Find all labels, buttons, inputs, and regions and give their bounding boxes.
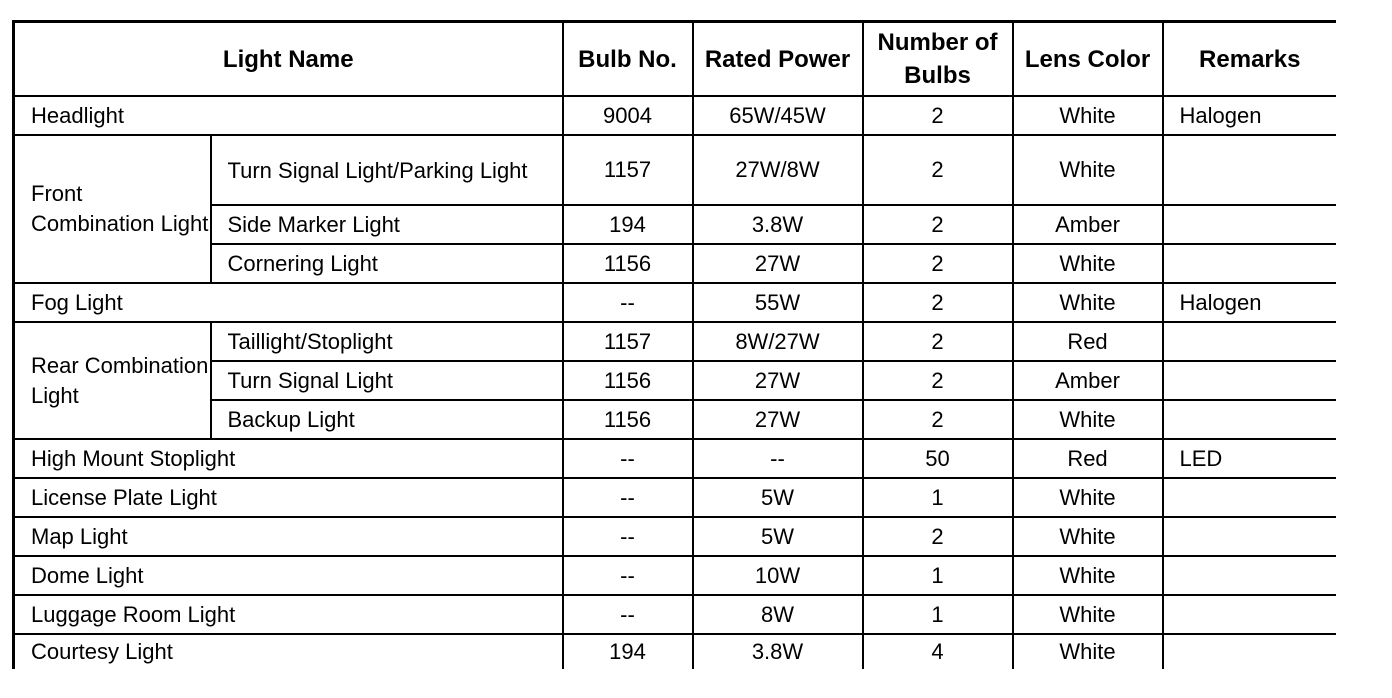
rated-power-cell: 10W — [693, 556, 863, 595]
rated-power-cell: 8W/27W — [693, 322, 863, 361]
light-name-cell: Backup Light — [211, 400, 563, 439]
number-of-bulbs-cell: 2 — [863, 283, 1013, 322]
header-number-of-bulbs: Number of Bulbs — [863, 22, 1013, 97]
rated-power-cell: -- — [693, 439, 863, 478]
rated-power-cell: 27W — [693, 361, 863, 400]
table-row — [14, 96, 1337, 135]
rated-power-cell: 3.8W — [693, 634, 863, 669]
remarks-cell — [1163, 595, 1337, 634]
rated-power-cell: 27W — [693, 400, 863, 439]
lens-color-cell: White — [1013, 478, 1163, 517]
number-of-bulbs-cell: 2 — [863, 517, 1013, 556]
number-of-bulbs-cell: 1 — [863, 595, 1013, 634]
header-bulb-no: Bulb No. — [563, 22, 693, 97]
remarks-cell: Halogen — [1163, 283, 1337, 322]
bulb-no-cell: 194 — [563, 205, 693, 244]
number-of-bulbs-cell: 50 — [863, 439, 1013, 478]
rated-power-cell: 5W — [693, 478, 863, 517]
lens-color-cell: White — [1013, 517, 1163, 556]
lens-color-cell: White — [1013, 595, 1163, 634]
lens-color-cell: White — [1013, 634, 1163, 669]
bulb-no-cell: 9004 — [563, 96, 693, 135]
bulb-no-cell: -- — [563, 439, 693, 478]
header-remarks: Remarks — [1163, 22, 1337, 97]
lens-color-cell: Red — [1013, 322, 1163, 361]
table-row — [14, 595, 1337, 634]
remarks-cell: Halogen — [1163, 96, 1337, 135]
bulb-no-cell: -- — [563, 517, 693, 556]
number-of-bulbs-cell: 2 — [863, 135, 1013, 205]
number-of-bulbs-cell: 2 — [863, 361, 1013, 400]
rated-power-cell: 55W — [693, 283, 863, 322]
bulb-no-cell: 1156 — [563, 400, 693, 439]
table-row — [14, 322, 1337, 361]
table-row — [14, 205, 1337, 244]
bulb-no-cell: 1157 — [563, 135, 693, 205]
header-lens-color: Lens Color — [1013, 22, 1163, 97]
remarks-cell — [1163, 634, 1337, 669]
remarks-cell — [1163, 135, 1337, 205]
table-row — [14, 135, 1337, 205]
table-row — [14, 244, 1337, 283]
light-name-cell: Fog Light — [14, 283, 563, 322]
lens-color-cell: White — [1013, 135, 1163, 205]
light-name-cell: License Plate Light — [14, 478, 563, 517]
number-of-bulbs-cell: 2 — [863, 96, 1013, 135]
bulb-no-cell: 1156 — [563, 361, 693, 400]
table-row — [14, 478, 1337, 517]
light-name-cell: High Mount Stoplight — [14, 439, 563, 478]
rated-power-cell: 27W/8W — [693, 135, 863, 205]
lens-color-cell: White — [1013, 244, 1163, 283]
lens-color-cell: White — [1013, 96, 1163, 135]
lens-color-cell: Red — [1013, 439, 1163, 478]
remarks-cell — [1163, 244, 1337, 283]
lens-color-cell: Amber — [1013, 205, 1163, 244]
remarks-cell — [1163, 478, 1337, 517]
table-row — [14, 517, 1337, 556]
light-name-cell: Map Light — [14, 517, 563, 556]
bulb-specification-sheet — [12, 20, 1336, 680]
number-of-bulbs-cell: 1 — [863, 478, 1013, 517]
light-name-cell: Luggage Room Light — [14, 595, 563, 634]
rated-power-cell: 8W — [693, 595, 863, 634]
light-name-cell: Taillight/Stoplight — [211, 322, 563, 361]
bulb-no-cell: -- — [563, 478, 693, 517]
remarks-cell — [1163, 322, 1337, 361]
table-row — [14, 634, 1337, 669]
light-name-cell: Turn Signal Light — [211, 361, 563, 400]
remarks-cell: LED — [1163, 439, 1337, 478]
number-of-bulbs-cell: 2 — [863, 244, 1013, 283]
rated-power-cell: 27W — [693, 244, 863, 283]
light-name-cell: Courtesy Light — [14, 634, 563, 669]
group-name-cell: Rear Combination Light — [14, 322, 211, 439]
table-row — [14, 439, 1337, 478]
bulb-no-cell: -- — [563, 556, 693, 595]
header-light-name: Light Name — [14, 22, 563, 97]
table-row — [14, 283, 1337, 322]
rated-power-cell: 65W/45W — [693, 96, 863, 135]
table-row — [14, 361, 1337, 400]
table-row — [14, 556, 1337, 595]
number-of-bulbs-cell: 4 — [863, 634, 1013, 669]
bulb-no-cell: 1157 — [563, 322, 693, 361]
lens-color-cell: White — [1013, 556, 1163, 595]
number-of-bulbs-cell: 2 — [863, 400, 1013, 439]
bulb-no-cell: 1156 — [563, 244, 693, 283]
number-of-bulbs-cell: 2 — [863, 322, 1013, 361]
lens-color-cell: White — [1013, 400, 1163, 439]
number-of-bulbs-cell: 2 — [863, 205, 1013, 244]
light-name-cell: Cornering Light — [211, 244, 563, 283]
remarks-cell — [1163, 361, 1337, 400]
header-row — [14, 22, 1337, 97]
rated-power-cell: 3.8W — [693, 205, 863, 244]
light-name-cell: Side Marker Light — [211, 205, 563, 244]
group-name-cell: Front Combination Light — [14, 135, 211, 283]
light-name-cell: Dome Light — [14, 556, 563, 595]
remarks-cell — [1163, 556, 1337, 595]
bulb-no-cell: 194 — [563, 634, 693, 669]
table-row — [14, 400, 1337, 439]
lens-color-cell: Amber — [1013, 361, 1163, 400]
bulb-specification-table — [12, 20, 1336, 669]
remarks-cell — [1163, 400, 1337, 439]
bulb-no-cell: -- — [563, 595, 693, 634]
header-rated-power: Rated Power — [693, 22, 863, 97]
rated-power-cell: 5W — [693, 517, 863, 556]
lens-color-cell: White — [1013, 283, 1163, 322]
remarks-cell — [1163, 205, 1337, 244]
remarks-cell — [1163, 517, 1337, 556]
light-name-cell: Turn Signal Light/Parking Light — [211, 135, 563, 205]
number-of-bulbs-cell: 1 — [863, 556, 1013, 595]
bulb-no-cell: -- — [563, 283, 693, 322]
light-name-cell: Headlight — [14, 96, 563, 135]
